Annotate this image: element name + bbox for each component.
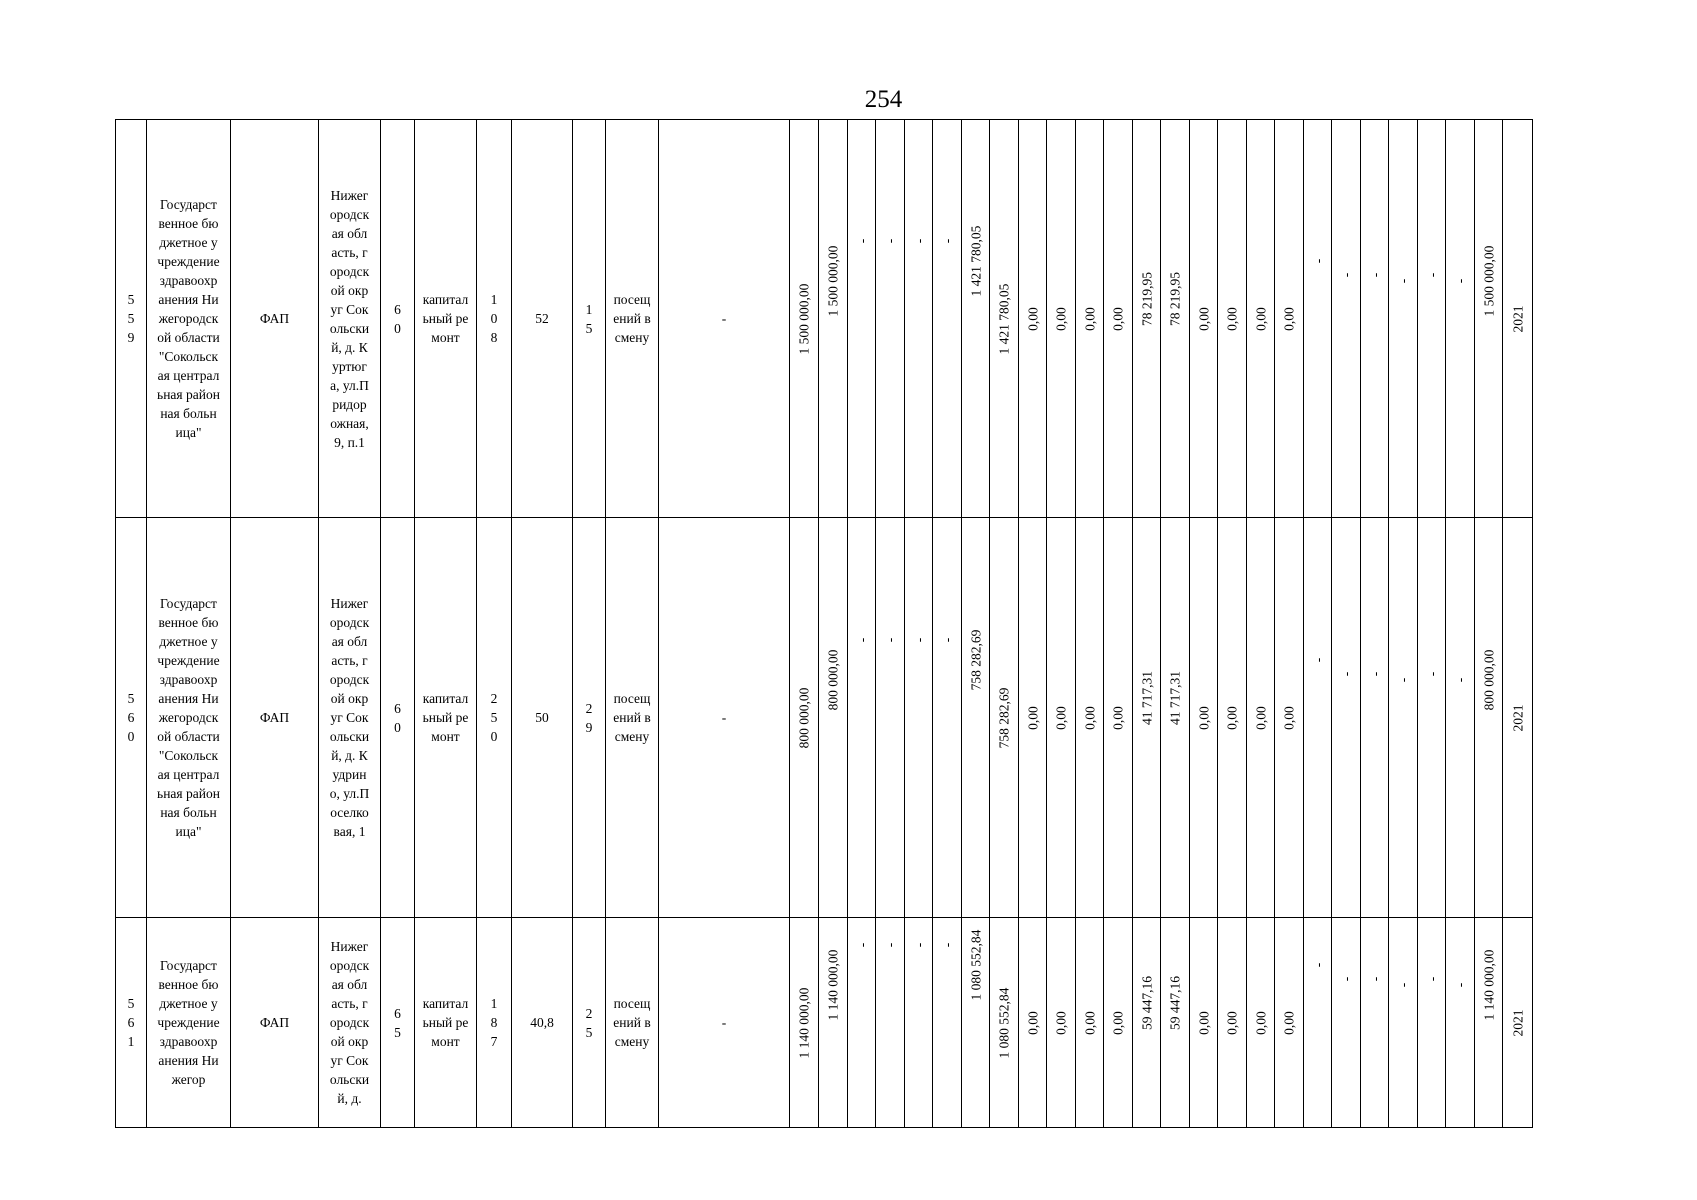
cell-text-z7: 0,00	[1253, 1010, 1268, 1035]
cell-text-v2: 1 140 000,00	[825, 949, 841, 1020]
cell-text-z5: 0,00	[1196, 705, 1211, 730]
cell-text-v7: 1 500 000,00	[1481, 245, 1496, 316]
cell-text-v3: 1 421 780,05	[968, 225, 983, 296]
cell-v6	[1161, 518, 1190, 918]
cell-z4	[1104, 918, 1133, 1128]
cell-address	[319, 120, 381, 518]
cell-text-v5: 78 219,95	[1139, 271, 1154, 326]
cell-d7	[1361, 120, 1389, 518]
cell-unit	[606, 518, 659, 918]
cell-v3	[962, 918, 990, 1128]
cell-text-unit: посещений в смену	[613, 691, 651, 744]
cell-c7	[477, 918, 512, 1128]
cell-text-institution: Государственное бюджетное учреждение здравоохранения Нижегородской области "Сокольская центральная районная больница"	[157, 197, 220, 440]
cell-d7	[1361, 918, 1389, 1128]
cell-text-d9: -	[1424, 671, 1439, 676]
cell-d6	[1332, 120, 1361, 518]
cell-text-d6: -	[1338, 671, 1354, 676]
cell-v4	[990, 918, 1019, 1128]
cell-text-c9: 29	[585, 700, 593, 735]
cell-work-type	[415, 918, 477, 1128]
cell-v1	[790, 518, 819, 918]
cell-text-d2: -	[882, 942, 898, 947]
cell-z3	[1076, 918, 1104, 1128]
cell-v5	[1133, 918, 1161, 1128]
cell-text-d1: -	[854, 942, 869, 947]
cell-d3	[905, 120, 933, 518]
cell-text-z2: 0,00	[1053, 1010, 1069, 1035]
cell-text-d3: -	[911, 942, 926, 947]
cell-z6	[1218, 518, 1247, 918]
cell-text-c7: 108	[490, 292, 498, 345]
cell-z3	[1076, 120, 1104, 518]
cell-d2	[876, 918, 905, 1128]
cell-institution	[147, 518, 231, 918]
cell-text-c8: 50	[535, 710, 549, 725]
cell-year	[1503, 120, 1533, 518]
registry-table	[115, 119, 1533, 1128]
cell-text-z3: 0,00	[1082, 1010, 1097, 1035]
cell-d7	[1361, 518, 1389, 918]
cell-text-z2: 0,00	[1053, 705, 1069, 730]
cell-d9	[1418, 918, 1446, 1128]
cell-text-v4: 1 080 552,84	[996, 987, 1012, 1058]
cell-z2	[1047, 518, 1076, 918]
cell-text-v5: 41 717,31	[1139, 670, 1154, 725]
cell-c8	[512, 518, 573, 918]
cell-c8	[512, 918, 573, 1128]
cell-v2	[819, 120, 848, 518]
cell-c11	[659, 120, 790, 518]
cell-text-z7: 0,00	[1253, 306, 1268, 331]
cell-z7	[1247, 120, 1275, 518]
cell-z8	[1275, 120, 1304, 518]
cell-number	[116, 120, 147, 518]
cell-c5	[381, 120, 415, 518]
cell-text-z6: 0,00	[1224, 306, 1240, 331]
cell-c9	[573, 120, 606, 518]
cell-d3	[905, 518, 933, 918]
table-body	[116, 120, 1533, 1128]
cell-text-address: Нижегородская область, городской округ Сокольский, д. Кудрино, ул.Поселковая, 1	[329, 596, 370, 839]
cell-c9	[573, 918, 606, 1128]
cell-text-z6: 0,00	[1224, 705, 1240, 730]
cell-text-d10: -	[1452, 278, 1468, 283]
cell-text-year: 2021	[1510, 704, 1525, 731]
table-row	[116, 518, 1533, 918]
cell-d9	[1418, 120, 1446, 518]
cell-d8	[1389, 518, 1418, 918]
cell-text-unit: посещений в смену	[613, 996, 651, 1049]
cell-text-c8: 40,8	[530, 1015, 554, 1030]
cell-d8	[1389, 120, 1418, 518]
cell-d2	[876, 120, 905, 518]
cell-institution	[147, 918, 231, 1128]
cell-year	[1503, 918, 1533, 1128]
cell-text-z7: 0,00	[1253, 705, 1268, 730]
cell-unit	[606, 918, 659, 1128]
cell-text-c11: -	[721, 710, 727, 725]
cell-text-v6: 78 219,95	[1167, 271, 1183, 326]
cell-text-z8: 0,00	[1281, 306, 1297, 331]
cell-d1	[848, 918, 876, 1128]
cell-v6	[1161, 120, 1190, 518]
cell-d10	[1446, 120, 1475, 518]
cell-text-d4: -	[939, 238, 955, 243]
cell-d5	[1304, 518, 1332, 918]
cell-text-d10: -	[1452, 677, 1468, 682]
cell-d4	[933, 120, 962, 518]
cell-d6	[1332, 918, 1361, 1128]
cell-text-v4: 1 421 780,05	[996, 283, 1012, 354]
cell-text-work_type: капитальный ремонт	[422, 996, 469, 1049]
cell-text-d3: -	[911, 637, 926, 642]
cell-text-z5: 0,00	[1196, 306, 1211, 331]
cell-z1	[1019, 518, 1047, 918]
cell-text-work_type: капитальный ремонт	[422, 292, 469, 345]
cell-z1	[1019, 120, 1047, 518]
cell-z5	[1190, 120, 1218, 518]
cell-text-year: 2021	[1510, 1009, 1525, 1036]
cell-v7	[1475, 518, 1503, 918]
cell-text-c9: 15	[585, 301, 593, 336]
cell-text-num: 560	[127, 691, 135, 744]
cell-text-v5: 59 447,16	[1139, 975, 1154, 1030]
cell-text-d5: -	[1310, 657, 1325, 662]
cell-institution	[147, 120, 231, 518]
cell-object-type	[231, 918, 319, 1128]
cell-text-d10: -	[1452, 982, 1468, 987]
cell-text-v7: 800 000,00	[1481, 649, 1496, 710]
cell-z6	[1218, 120, 1247, 518]
cell-text-v3: 758 282,69	[968, 629, 983, 690]
cell-text-c5: 60	[394, 700, 401, 735]
cell-c7	[477, 518, 512, 918]
cell-text-v6: 59 447,16	[1167, 975, 1183, 1030]
cell-text-d2: -	[882, 238, 898, 243]
cell-text-object_type: ФАП	[259, 710, 290, 725]
cell-text-d5: -	[1310, 962, 1325, 967]
cell-z8	[1275, 918, 1304, 1128]
cell-work-type	[415, 518, 477, 918]
cell-c5	[381, 918, 415, 1128]
cell-text-d7: -	[1367, 976, 1382, 981]
cell-z5	[1190, 518, 1218, 918]
cell-v5	[1133, 518, 1161, 918]
cell-text-v2: 800 000,00	[825, 649, 841, 710]
cell-text-unit: посещений в смену	[613, 292, 651, 345]
cell-text-v6: 41 717,31	[1167, 670, 1183, 725]
cell-text-c5: 60	[394, 301, 401, 336]
cell-text-d9: -	[1424, 976, 1439, 981]
cell-text-d8: -	[1395, 278, 1411, 283]
cell-text-c7: 187	[490, 996, 498, 1049]
cell-text-z4: 0,00	[1110, 1010, 1126, 1035]
cell-c11	[659, 918, 790, 1128]
cell-text-v4: 758 282,69	[996, 687, 1012, 748]
cell-text-c9: 25	[585, 1005, 593, 1040]
cell-text-d8: -	[1395, 677, 1411, 682]
page-number: 254	[864, 86, 903, 113]
cell-c11	[659, 518, 790, 918]
cell-number	[116, 518, 147, 918]
cell-text-z8: 0,00	[1281, 705, 1297, 730]
cell-v7	[1475, 120, 1503, 518]
cell-v5	[1133, 120, 1161, 518]
cell-v3	[962, 518, 990, 918]
cell-work-type	[415, 120, 477, 518]
cell-text-z8: 0,00	[1281, 1010, 1297, 1035]
cell-v7	[1475, 918, 1503, 1128]
cell-text-num: 559	[127, 292, 135, 345]
cell-z1	[1019, 918, 1047, 1128]
cell-v4	[990, 120, 1019, 518]
cell-c9	[573, 518, 606, 918]
cell-text-d8: -	[1395, 982, 1411, 987]
cell-z2	[1047, 120, 1076, 518]
cell-text-d4: -	[939, 942, 955, 947]
cell-text-work_type: капитальный ремонт	[422, 691, 469, 744]
cell-d10	[1446, 518, 1475, 918]
cell-text-v2: 1 500 000,00	[825, 245, 841, 316]
cell-object-type	[231, 518, 319, 918]
cell-text-v1: 800 000,00	[796, 687, 812, 748]
cell-z2	[1047, 918, 1076, 1128]
cell-d4	[933, 918, 962, 1128]
cell-text-d4: -	[939, 637, 955, 642]
cell-text-d2: -	[882, 637, 898, 642]
cell-text-z4: 0,00	[1110, 306, 1126, 331]
cell-unit	[606, 120, 659, 518]
cell-v1	[790, 120, 819, 518]
cell-text-d7: -	[1367, 671, 1382, 676]
cell-object-type	[231, 120, 319, 518]
cell-v4	[990, 518, 1019, 918]
cell-text-z1: 0,00	[1025, 1010, 1040, 1035]
cell-c8	[512, 120, 573, 518]
cell-text-object_type: ФАП	[259, 1015, 290, 1030]
cell-text-z6: 0,00	[1224, 1010, 1240, 1035]
table-row	[116, 120, 1533, 518]
cell-z7	[1247, 918, 1275, 1128]
cell-d9	[1418, 518, 1446, 918]
cell-year	[1503, 518, 1533, 918]
cell-c7	[477, 120, 512, 518]
cell-d8	[1389, 918, 1418, 1128]
cell-text-d9: -	[1424, 272, 1439, 277]
cell-text-c8: 52	[535, 311, 549, 326]
cell-z7	[1247, 518, 1275, 918]
cell-text-c11: -	[721, 1015, 727, 1030]
cell-d1	[848, 120, 876, 518]
cell-c5	[381, 518, 415, 918]
cell-text-v1: 1 500 000,00	[796, 283, 812, 354]
cell-text-z5: 0,00	[1196, 1010, 1211, 1035]
cell-text-object_type: ФАП	[259, 311, 290, 326]
cell-text-v1: 1 140 000,00	[796, 987, 812, 1058]
cell-text-z4: 0,00	[1110, 705, 1126, 730]
cell-text-d5: -	[1310, 258, 1325, 263]
cell-text-c7: 250	[490, 691, 498, 744]
cell-z4	[1104, 120, 1133, 518]
cell-d2	[876, 518, 905, 918]
cell-text-c11: -	[721, 311, 727, 326]
cell-z8	[1275, 518, 1304, 918]
cell-text-z1: 0,00	[1025, 306, 1040, 331]
cell-address	[319, 518, 381, 918]
table-row	[116, 918, 1533, 1128]
cell-d3	[905, 918, 933, 1128]
cell-d10	[1446, 918, 1475, 1128]
cell-v3	[962, 120, 990, 518]
cell-text-address: Нижегородская область, городской округ Сокольский, д.	[329, 939, 370, 1106]
cell-text-z3: 0,00	[1082, 306, 1097, 331]
cell-text-institution: Государственное бюджетное учреждение здравоохранения Нижегор	[157, 958, 220, 1087]
cell-text-num: 561	[127, 996, 135, 1049]
cell-address	[319, 918, 381, 1128]
cell-text-d1: -	[854, 637, 869, 642]
cell-text-d6: -	[1338, 272, 1354, 277]
cell-z6	[1218, 918, 1247, 1128]
cell-d1	[848, 518, 876, 918]
cell-d5	[1304, 918, 1332, 1128]
cell-v6	[1161, 918, 1190, 1128]
cell-text-v3: 1 080 552,84	[968, 929, 983, 1000]
cell-z4	[1104, 518, 1133, 918]
cell-number	[116, 918, 147, 1128]
cell-text-d3: -	[911, 238, 926, 243]
cell-d5	[1304, 120, 1332, 518]
cell-text-z3: 0,00	[1082, 705, 1097, 730]
cell-text-d1: -	[854, 238, 869, 243]
cell-v2	[819, 918, 848, 1128]
cell-z5	[1190, 918, 1218, 1128]
cell-text-d7: -	[1367, 272, 1382, 277]
cell-d4	[933, 518, 962, 918]
cell-text-z1: 0,00	[1025, 705, 1040, 730]
cell-v2	[819, 518, 848, 918]
cell-v1	[790, 918, 819, 1128]
cell-text-institution: Государственное бюджетное учреждение здравоохранения Нижегородской области "Сокольская центральная районная больница"	[157, 596, 220, 839]
cell-text-d6: -	[1338, 976, 1354, 981]
cell-text-z2: 0,00	[1053, 306, 1069, 331]
cell-text-year: 2021	[1510, 305, 1525, 332]
cell-text-v7: 1 140 000,00	[1481, 949, 1496, 1020]
cell-text-address: Нижегородская область, городской округ Сокольский, д. Куртюга, ул.Придорожная, 9, п.1	[329, 187, 370, 450]
cell-d6	[1332, 518, 1361, 918]
cell-z3	[1076, 518, 1104, 918]
cell-text-c5: 65	[394, 1005, 401, 1040]
